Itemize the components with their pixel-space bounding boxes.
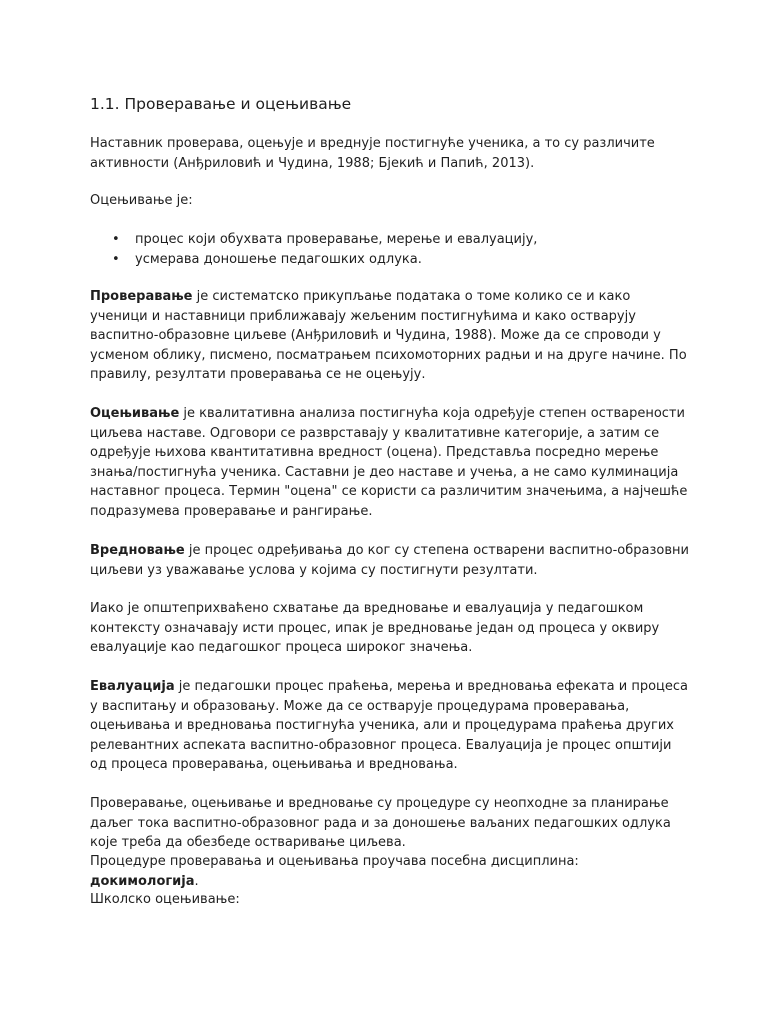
although-paragraph: Иако је општеприхваћено схватање да вредновање и евалуација у педагошком контексту означавају исти процес, ипак је вредновање један од процеса у оквиру евалуације као педагошког процеса широког значења. xyxy=(90,601,660,656)
docimology-text: Процедуре проверавања и оцењивања проучава посебна дисциплина: xyxy=(90,854,579,869)
valuing-text: је процес одређивања до ког су степена остварени васпитно-образовни циљеви уз уважавање услова у којима су постигнути резултати. xyxy=(90,543,689,578)
grading-is-label: Оцењивање је: xyxy=(90,193,193,208)
procedures-paragraph: Проверавање, оцењивање и вредновање су процедуре су неопходне за планирање даљег тока васпитно-образовног рада и за доношење ваљаних педагошких одлука које треба да обезбеде остваривање циљева. xyxy=(90,796,671,851)
valuing-paragraph xyxy=(90,541,690,580)
checking-term: Проверавање xyxy=(90,289,193,304)
evaluation-paragraph xyxy=(90,677,690,775)
docimology-term: докимологија xyxy=(90,873,195,889)
grading-text: је квалитативна анализа постигнућа која одређује степен остварености циљева наставе. Одговори се разврставају у квалитативне категорије, а затим се одређује њихова квантитативна вредност (оцена). Представља посредно мерење знања/постигнућа ученика. Саставни је део наставе и учења, а не само кулминација наставног процеса. Термин "оцена" се користи са различитим значењима, а најчешће подразумева проверавање и рангирање. xyxy=(90,406,688,519)
checking-paragraph xyxy=(90,287,690,385)
intro-paragraph: Наставник проверава, оцењује и вреднује постигнуће ученика, а то су различите активности (Анђриловић и Чудина, 1988; Бјекић и Папић, 2013). xyxy=(90,136,655,171)
evaluation-text: је педагошки процес праћења, мерења и вредновања ефеката и процеса у васпитању и образовању. Може да се остварује процедурама проверавања, оцењивања и вредновања постигнућа ученика, али и процедурама праћења других релевантних аспеката васпитно-образовног процеса. Евалуација је процес општији од процеса проверавања, оцењивања и вредновања. xyxy=(90,679,689,773)
evaluation-term: Евалуација xyxy=(90,679,175,694)
grading-paragraph xyxy=(90,404,690,522)
section-heading: 1.1. Проверавање и оцењивање xyxy=(90,95,352,113)
school-grading-label: Школско оцењивање: xyxy=(90,892,240,907)
bullet-icon: • xyxy=(112,252,120,267)
list-item-text: процес који обухвата проверавање, мерење и евалуацију, xyxy=(135,232,538,247)
grading-definition-list xyxy=(90,230,537,270)
bullet-icon: • xyxy=(112,232,120,247)
docimology-paragraph xyxy=(90,852,690,891)
list-item xyxy=(90,230,537,250)
list-item-text: усмерава доношење педагошких одлука. xyxy=(135,252,422,267)
docimology-end: . xyxy=(194,873,199,889)
checking-text: је систематско прикупљање података о томе колико се и како ученици и наставници приближавају жељеним постигнућима и како остварују васпитно-образовне циљеве (Анђриловић и Чудина, 1988). Може да се спроводи у усменом облику, писмено, посматрањем психомоторних радњи и на друге начине. По правилу, резултати проверавања се не оцењују. xyxy=(90,289,687,383)
valuing-term: Вредновање xyxy=(90,543,185,558)
list-item xyxy=(90,250,537,270)
grading-term: Оцењивање xyxy=(90,406,180,421)
